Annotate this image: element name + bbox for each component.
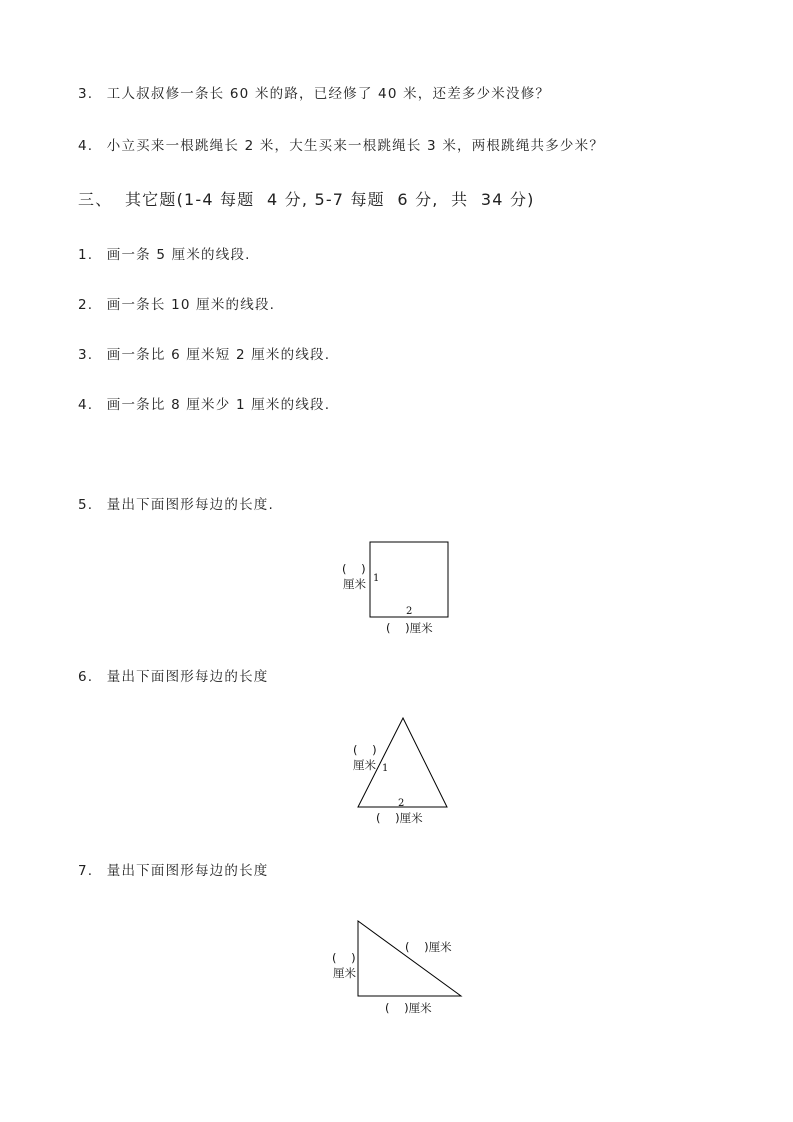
- question-3: [78, 82, 550, 102]
- hypotenuse-label: ( )厘米: [405, 940, 452, 954]
- measure-item-5: [78, 493, 274, 513]
- item-text: 量出下面图形每边的长度: [106, 669, 269, 685]
- section-heading: 三、 其它题(1-4 每题 4 分, 5-7 每题 6 分, 共 34 分): [78, 190, 535, 209]
- question-number: 3.: [78, 86, 94, 102]
- bottom-mark: 2: [398, 798, 405, 809]
- right-triangle-figure: [325, 915, 470, 1020]
- measure-item-7: [78, 859, 268, 879]
- item-text: 画一条长 10 厘米的线段.: [106, 297, 276, 313]
- left-paren: ( ): [342, 562, 366, 576]
- left-unit: 厘米: [333, 966, 356, 980]
- left-unit: 厘米: [343, 577, 366, 591]
- bottom-label: ( )厘米: [385, 1001, 432, 1015]
- right-triangle-shape: [358, 921, 461, 996]
- question-text: 工人叔叔修一条长 60 米的路，已经修了 40 米，还差多少米没修？: [106, 86, 551, 102]
- bottom-mark: 2: [406, 606, 413, 617]
- side-mark: 1: [373, 573, 380, 584]
- bottom-label: ( )厘米: [376, 811, 423, 825]
- draw-item-4: [78, 393, 330, 413]
- draw-item-2: [78, 293, 275, 313]
- item-number: 1.: [78, 247, 94, 263]
- item-text: 画一条比 6 厘米短 2 厘米的线段.: [106, 347, 331, 363]
- item-number: 5.: [78, 497, 94, 513]
- item-text: 画一条 5 厘米的线段.: [106, 247, 251, 263]
- triangle-figure: [340, 712, 470, 830]
- item-number: 2.: [78, 297, 94, 313]
- item-number: 6.: [78, 669, 94, 685]
- item-number: 3.: [78, 347, 94, 363]
- question-text: 小立买来一根跳绳长 2 米，大生买来一根跳绳长 3 米，两根跳绳共多少米？: [106, 138, 605, 154]
- item-text: 画一条比 8 厘米少 1 厘米的线段.: [106, 397, 331, 413]
- question-4: [78, 134, 604, 154]
- left-paren: ( ): [353, 743, 377, 757]
- draw-item-3: [78, 343, 330, 363]
- measure-item-6: [78, 665, 268, 685]
- question-number: 4.: [78, 138, 94, 154]
- side-mark: 1: [382, 763, 389, 774]
- draw-item-1: [78, 243, 251, 263]
- square-figure: [330, 535, 480, 640]
- left-paren: ( ): [332, 951, 356, 965]
- item-text: 量出下面图形每边的长度.: [106, 497, 274, 513]
- bottom-label: ( )厘米: [386, 621, 433, 635]
- item-number: 4.: [78, 397, 94, 413]
- left-unit: 厘米: [353, 758, 376, 772]
- item-text: 量出下面图形每边的长度: [106, 863, 269, 879]
- item-number: 7.: [78, 863, 94, 879]
